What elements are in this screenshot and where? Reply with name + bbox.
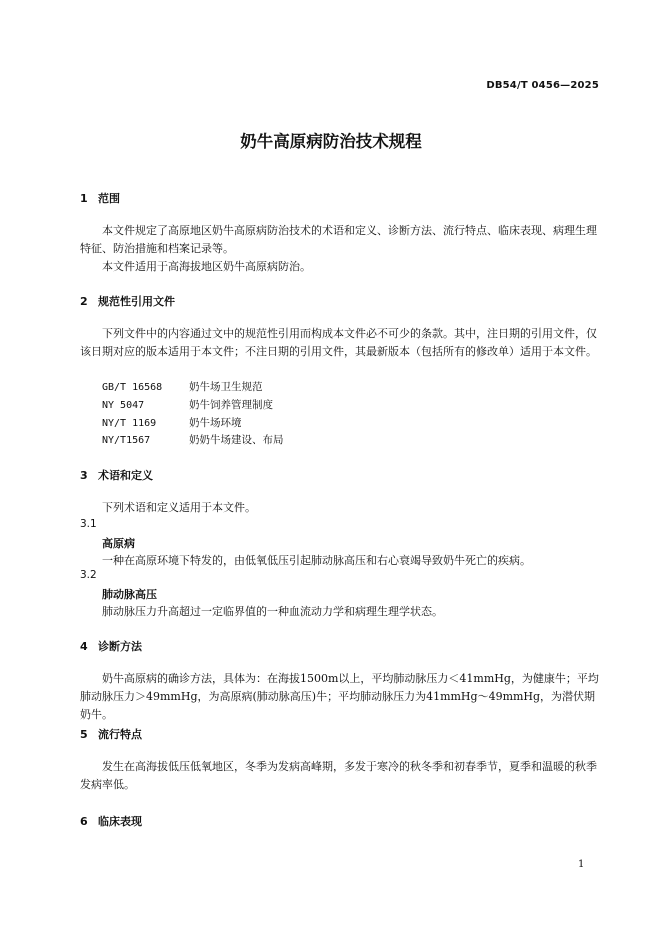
reference-code: NY/T1567 <box>102 435 151 446</box>
section-title: 术语和定义 <box>98 469 153 482</box>
reference-name: 奶牛场卫生规范 <box>189 381 263 393</box>
reference-name: 奶牛场环境 <box>189 417 242 429</box>
section-1-heading <box>80 190 120 206</box>
section-title: 范围 <box>98 192 120 205</box>
section-4-heading <box>80 638 142 654</box>
reference-row <box>102 397 273 412</box>
term-number: 3.1 <box>80 518 97 530</box>
section-number: 6 <box>80 815 88 828</box>
term-name: 高原病 <box>102 537 135 550</box>
section-number: 2 <box>80 295 88 308</box>
section-3-paragraph-1: 下列术语和定义适用于本文件。 <box>102 501 256 514</box>
term-definition: 肺动脉压力升高超过一定临界值的一种血流动力学和病理生理学状态。 <box>102 605 443 618</box>
section-1-paragraph-1: 本文件规定了高原地区奶牛高原病防治技术的术语和定义、诊断方法、流行特点、临床表现、病理生理特征、防治措施和档案记录等。 <box>80 224 597 255</box>
reference-name: 奶奶牛场建设、布局 <box>189 434 284 446</box>
reference-row <box>102 432 284 447</box>
section-number: 3 <box>80 469 88 482</box>
reference-code: NY/T 1169 <box>102 418 157 429</box>
reference-name: 奶牛饲养管理制度 <box>189 399 273 411</box>
section-title: 诊断方法 <box>98 640 142 653</box>
section-2-heading <box>80 293 175 309</box>
section-number: 5 <box>80 728 88 741</box>
page-number: 1 <box>578 859 585 870</box>
section-title: 流行特点 <box>98 728 142 741</box>
section-3-heading <box>80 467 153 483</box>
section-4-paragraph-1: 奶牛高原病的确诊方法，具体为：在海拔1500m以上，平均肺动脉压力＜41mmHg，为健康牛；平均肺动脉压力＞49mmHg，为高原病(肺动脉高压)牛；平均肺动脉压力为41mmHg～49mmHg，为潜伏期奶牛。 <box>80 672 599 721</box>
section-5-paragraph-1: 发生在高海拔低压低氧地区，冬季为发病高峰期，多发于寒冷的秋冬季和初春季节，夏季和温暖的秋季发病率低。 <box>80 760 597 791</box>
reference-row <box>102 415 242 430</box>
section-title: 规范性引用文件 <box>98 295 175 308</box>
section-5-heading <box>80 726 142 742</box>
term-name: 肺动脉高压 <box>102 588 157 601</box>
standard-number: DB54/T 0456—2025 <box>486 80 599 91</box>
reference-code: GB/T 16568 <box>102 382 163 393</box>
term-number: 3.2 <box>80 569 97 581</box>
section-6-heading <box>80 813 142 829</box>
section-number: 1 <box>80 192 88 205</box>
term-definition: 一种在高原环境下特发的，由低氧低压引起肺动脉高压和右心衰竭导致奶牛死亡的疾病。 <box>102 554 531 567</box>
document-title: 奶牛高原病防治技术规程 <box>240 132 422 151</box>
section-number: 4 <box>80 640 88 653</box>
reference-row <box>102 379 263 394</box>
section-title: 临床表现 <box>98 815 142 828</box>
reference-code: NY 5047 <box>102 400 145 411</box>
section-2-paragraph-1: 下列文件中的内容通过文中的规范性引用而构成本文件必不可少的条款。其中，注日期的引用文件，仅该日期对应的版本适用于本文件；不注日期的引用文件，其最新版本（包括所有的修改单）适用于本文件。 <box>80 327 597 358</box>
section-1-paragraph-2: 本文件适用于高海拔地区奶牛高原病防治。 <box>102 260 311 273</box>
